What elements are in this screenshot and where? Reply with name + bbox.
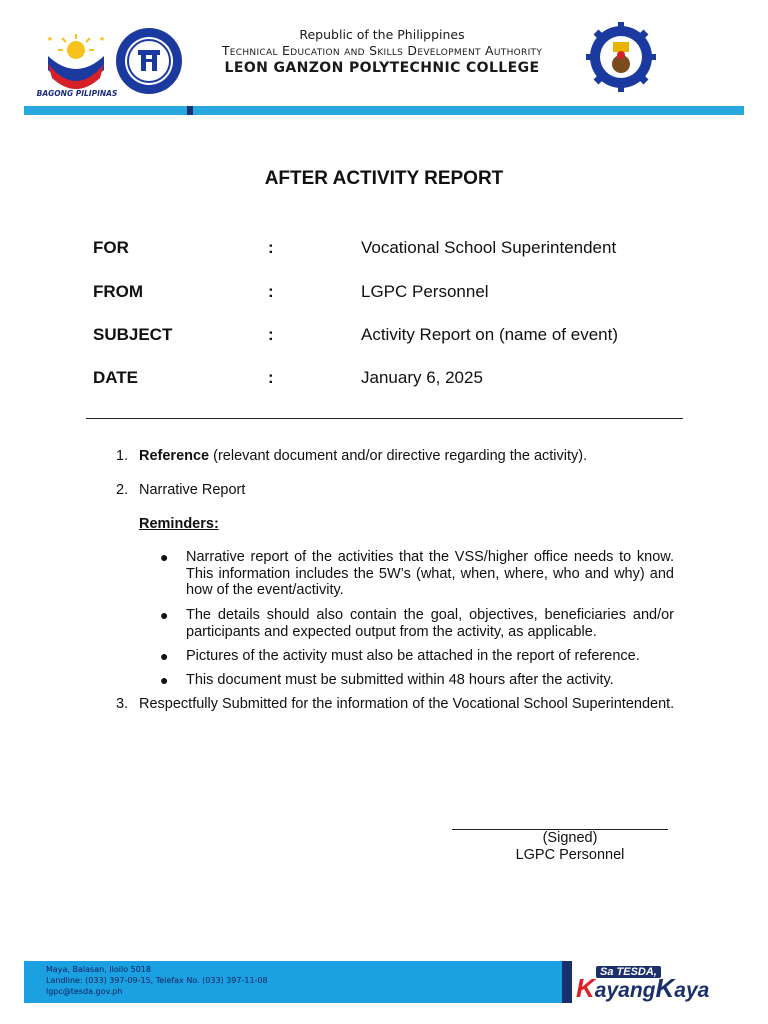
list-text: Respectfully Submitted for the information of the Vocational School Superintendent. (139, 696, 675, 712)
footer-address: Maya, Balasan, Iloilo 5018 (46, 965, 151, 974)
list-number: 1. (116, 448, 129, 464)
list-number: 2. (116, 482, 129, 498)
memo-divider (86, 418, 683, 419)
memo-value: Activity Report on (name of event) (361, 325, 619, 344)
signature-name: LGPC Personnel (515, 847, 625, 863)
signature-signed: (Signed) (542, 830, 598, 846)
reminder-bullet: This document must be submitted within 48 hours after the activity. (186, 672, 614, 688)
footer-email: lgpc@tesda.gov.ph (46, 987, 123, 996)
memo-label: DATE (93, 368, 139, 387)
lgpc-seal (586, 22, 656, 92)
bullet-icon: ● (160, 607, 169, 623)
memo-label: FROM (93, 282, 144, 301)
tesda-seal (114, 26, 184, 96)
memo-row-for (93, 238, 693, 260)
memo-label: FOR (93, 238, 129, 257)
slogan-accent (562, 961, 572, 1003)
list-text (139, 448, 675, 465)
header-accent-mark (187, 106, 193, 115)
bullet-icon: ● (160, 648, 169, 664)
slogan-tagline: Sa TESDA, (596, 966, 661, 978)
reminder-bullet: Narrative report of the activities that the VSS/higher office needs to know. This information includes the 5W’s (what, when, where, who and why) and how of the event/activity. (186, 549, 674, 598)
header-accent-bar (24, 106, 744, 115)
memo-value: LGPC Personnel (361, 282, 489, 301)
memo-row-date (93, 368, 693, 390)
memo-row-from (93, 282, 693, 304)
slogan-k2: K (655, 973, 675, 1003)
bullet-icon: ● (160, 672, 169, 688)
slogan-wordmark (576, 973, 710, 1003)
memo-value: January 6, 2025 (361, 368, 483, 387)
memo-value: Vocational School Superintendent (361, 238, 617, 257)
bagong-pilipinas-text: BAGONG PILIPINAS (36, 89, 118, 98)
header-agency: Technical Education and Skills Development Authority (221, 43, 543, 58)
memo-label: SUBJECT (93, 325, 173, 344)
document-title: AFTER ACTIVITY REPORT (264, 168, 504, 189)
header-college: LEON GANZON POLYTECHNIC COLLEGE (224, 60, 540, 76)
bagong-pilipinas-logo (40, 26, 112, 98)
reminder-bullet: The details should also contain the goal, objectives, beneficiaries and/or participants and expected output from the activity, as applicable. (186, 607, 674, 640)
memo-colon: : (268, 282, 274, 301)
reference-label: Reference (139, 448, 210, 464)
bullet-icon: ● (160, 549, 169, 565)
header-republic: Republic of the Philippines (299, 27, 465, 42)
slogan-word2: aya (674, 979, 710, 1002)
memo-row-subject (93, 325, 693, 347)
reminders-heading: Reminders: (139, 516, 219, 532)
list-text: Narrative Report (139, 482, 246, 498)
header-institution (188, 27, 576, 77)
memo-colon: : (268, 368, 274, 387)
reminder-bullet: Pictures of the activity must also be attached in the report of reference. (186, 648, 640, 664)
reference-text: (relevant document and/or directive regarding the activity). (209, 448, 588, 464)
footer-phone: Landline: (033) 397-09-15, Telefax No. (033) 397-11-08 (46, 976, 268, 985)
slogan-word1: ayang (594, 979, 656, 1002)
slogan-k1: K (576, 973, 595, 1003)
list-number: 3. (116, 696, 129, 712)
memo-colon: : (268, 325, 274, 344)
memo-colon: : (268, 238, 274, 257)
